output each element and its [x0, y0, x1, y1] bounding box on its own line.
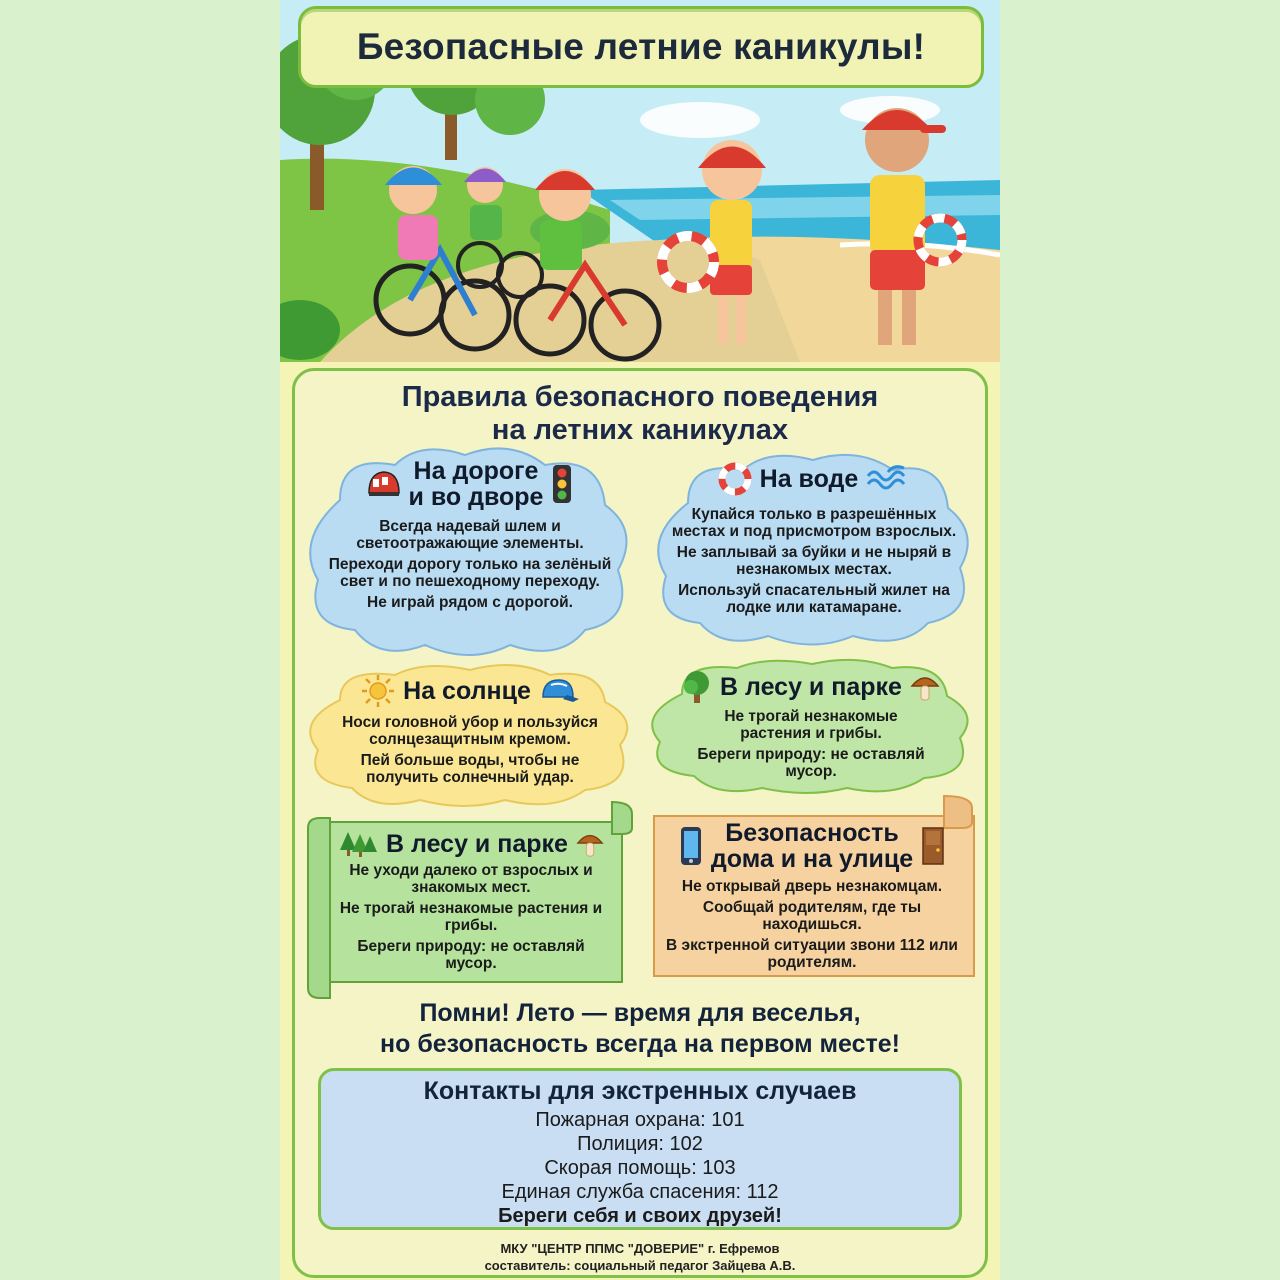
helmet-icon [367, 469, 401, 499]
forest2-rule-2: Не трогай незнакомые растения и грибы. [339, 900, 603, 934]
sun-title: На солнце [403, 677, 531, 705]
sun-icon [361, 674, 395, 708]
waves-icon [866, 464, 910, 494]
footer-credits [280, 1240, 1000, 1274]
section-road [300, 440, 640, 660]
water-rule-3: Используй спасательный жилет на лодке или катамаране. [678, 582, 950, 616]
section-home [646, 794, 978, 980]
sun-rule-2: Пей больше воды, чтобы не получить солнечный удар. [360, 752, 580, 786]
contacts-final: Береги себя и своих друзей! [498, 1205, 782, 1227]
sun-rule-1: Носи головной убор и пользуйся солнцезащитным кремом. [342, 714, 598, 748]
door-icon [921, 826, 945, 866]
water-rule-1: Купайся только в разрешённых местах и под присмотром взрослых. [671, 506, 957, 540]
contact-police: Полиция: 102 [577, 1133, 703, 1155]
road-rule-3: Не играй рядом с дорогой. [367, 594, 573, 611]
home-rule-2: Сообщай родителям, где ты находишься. [702, 899, 922, 933]
poster [280, 0, 1000, 1280]
lifebuoy-icon [718, 462, 752, 496]
panel-title [295, 381, 985, 447]
section-water [648, 448, 980, 648]
tree-icon [682, 670, 712, 704]
footer-organization: МКУ "ЦЕНТР ППМС "ДОВЕРИЕ" г. Ефремов [500, 1241, 780, 1256]
pine-trees-icon [338, 830, 378, 858]
forest2-rule-3: Береги природу: не оставляй мусор. [357, 938, 585, 972]
water-title: На воде [759, 465, 859, 493]
road-title-line2: и во дворе [408, 483, 544, 511]
contact-ambulance: Скорая помощь: 103 [544, 1157, 736, 1179]
forest1-rule-1: Не трогай незнакомые растения и грибы. [724, 708, 898, 742]
section-sun [300, 660, 640, 810]
contact-rescue: Единая служба спасения: 112 [501, 1181, 779, 1203]
home-title-line2: дома и на улице [710, 845, 914, 873]
forest1-title: В лесу и парке [720, 673, 902, 701]
section-forest-1 [642, 656, 980, 796]
section-forest-2 [306, 800, 636, 1000]
forest2-rule-1: Не уходи далеко от взрослых и знакомых мест. [349, 862, 593, 896]
home-rule-3: В экстренной ситуации звони 112 или родителям. [666, 937, 958, 971]
contacts-title: Контакты для экстренных случаев [423, 1077, 857, 1105]
reminder-line1: Помни! Лето — время для веселья, [419, 999, 861, 1027]
traffic-light-icon [551, 464, 573, 504]
panel-title-line1: Правила безопасного поведения [401, 381, 879, 413]
reminder-text [280, 998, 1000, 1060]
title-banner [298, 6, 984, 88]
home-rule-1: Не открывай дверь незнакомцам. [681, 878, 943, 895]
footer-author: составитель: социальный педагог Зайцева А.В. [484, 1258, 796, 1273]
forest1-rule-2: Береги природу: не оставляй мусор. [697, 746, 925, 780]
home-title-line1: Безопасность [725, 819, 899, 847]
reminder-line2: но безопасность всегда на первом месте! [380, 1030, 900, 1058]
page-title: Безопасные летние каникулы! [356, 26, 926, 67]
contact-fire: Пожарная охрана: 101 [535, 1109, 745, 1131]
cap-icon [539, 677, 579, 705]
water-rule-2: Не заплывай за буйки и не ныряй в незнакомых местах. [676, 544, 952, 578]
forest2-title: В лесу и парке [386, 830, 568, 858]
mushroom-icon [576, 830, 604, 858]
road-rule-1: Всегда надевай шлем и светоотражающие элементы. [356, 518, 584, 552]
mushroom-icon [910, 672, 940, 702]
panel-title-line2: на летних каникулах [491, 414, 789, 446]
road-rule-2: Переходи дорогу только на зелёный свет и по пешеходному переходу. [328, 556, 612, 590]
emergency-contacts-box [318, 1068, 962, 1230]
road-title-line1: На дороге [413, 457, 539, 485]
phone-icon [679, 826, 703, 866]
